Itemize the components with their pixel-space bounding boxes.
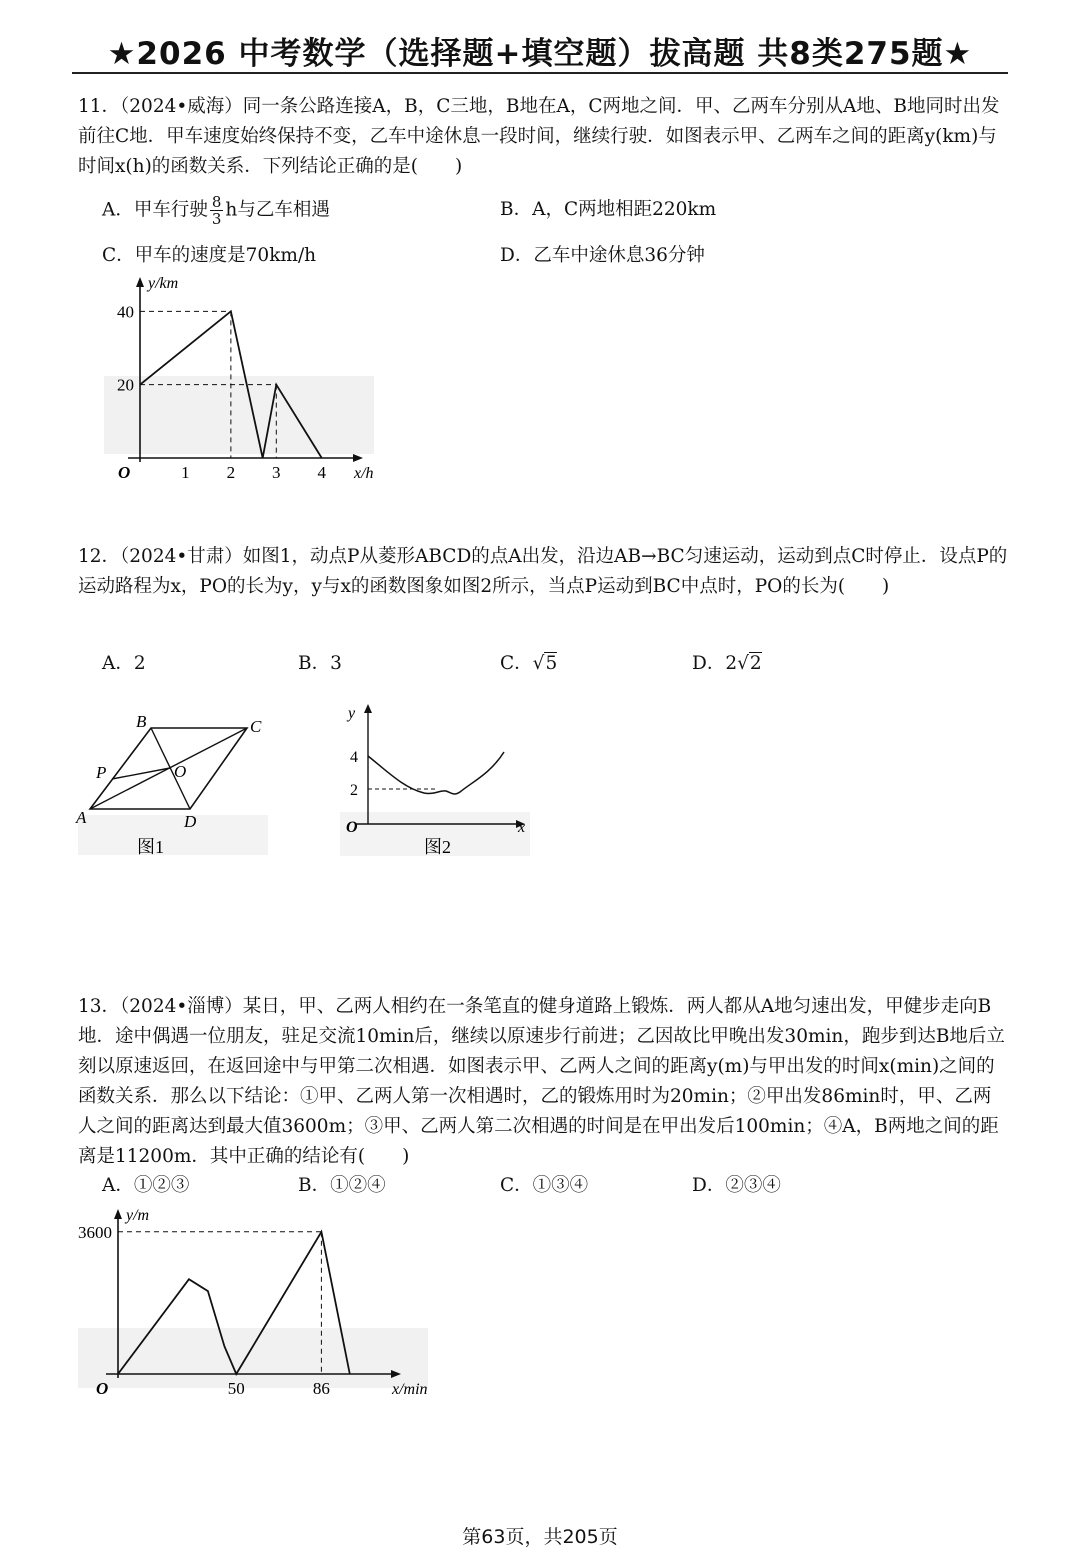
y-tick-label: 20 xyxy=(117,375,134,395)
x-tick-label: 86 xyxy=(312,1379,330,1398)
page-number: 第63页，共205页 xyxy=(462,1526,618,1548)
radicand: 2 xyxy=(749,653,762,674)
q12-option-b[interactable]: B．3 xyxy=(298,653,342,674)
q12-option-d[interactable]: D．2√2 xyxy=(692,653,762,674)
x-axis-arrow xyxy=(353,454,363,462)
x-axis-label: x/min xyxy=(392,1381,428,1398)
q13-option-a[interactable]: A．①②③ xyxy=(102,1175,190,1196)
chart-bg-shade xyxy=(104,376,374,454)
x-axis-label: x xyxy=(518,819,526,836)
q11-option-d[interactable]: D．乙车中途休息36分钟 xyxy=(500,245,705,266)
title-rule xyxy=(72,72,1008,74)
origin-label: O xyxy=(346,819,358,836)
tick-label-y4: 4 xyxy=(350,749,358,766)
label-d: D xyxy=(184,812,197,831)
q12-option-a[interactable]: A．2 xyxy=(102,653,146,674)
y-tick-label: 40 xyxy=(117,302,134,322)
q13-option-b[interactable]: B．①②④ xyxy=(298,1175,386,1196)
x-tick-label: 2 xyxy=(226,463,236,482)
fraction-denominator: 3 xyxy=(211,210,222,228)
y-axis-arrow xyxy=(114,1209,122,1219)
q12-figure-2-graph xyxy=(336,700,536,865)
tick-label-y2: 2 xyxy=(350,782,358,799)
y-axis-arrow xyxy=(364,704,372,713)
label-o: O xyxy=(174,762,187,781)
y-axis-arrow xyxy=(136,277,144,287)
q11-chart xyxy=(96,270,396,490)
po-length-curve xyxy=(368,752,504,794)
label-p: P xyxy=(96,763,107,782)
y-axis-label: y xyxy=(348,705,356,722)
x-tick-label: 50 xyxy=(227,1379,245,1398)
figure-bg-shade xyxy=(78,815,268,855)
q12-option-c-prefix: C． xyxy=(500,653,533,674)
q13-option-c[interactable]: C．①③④ xyxy=(500,1175,589,1196)
q11-option-a-prefix: A．甲车行驶 xyxy=(102,199,208,221)
figure-1-caption: 图1 xyxy=(137,837,164,857)
page-title: ★2026 中考数学（选择题+填空题）拔高题 共8类275题★ xyxy=(107,36,973,72)
figure-2-caption: 图2 xyxy=(424,837,451,857)
x-axis-label: x/h xyxy=(354,465,374,482)
q12-option-d-prefix: D．2 xyxy=(692,653,738,674)
radicand: 5 xyxy=(545,653,558,674)
x-tick-label: 3 xyxy=(272,463,281,482)
x-tick-label: 4 xyxy=(317,463,326,482)
q11-option-b[interactable]: B．A，C两地相距220km xyxy=(500,199,717,220)
question-12-text: 12．（2024•甘肃）如图1，动点P从菱形ABCD的点A出发，沿边AB→BC匀速运动，运动到点C时停止．设点P的运动路程为x，PO的长为y，y与x的函数图象如图2所示，当点P运动到BC中点时，PO的长为( ) xyxy=(78,546,1008,597)
fraction-numerator: 8 xyxy=(211,193,222,211)
q12-option-c[interactable]: C．√5 xyxy=(500,653,558,674)
segment-po xyxy=(112,768,170,779)
y-axis-label: y/m xyxy=(126,1208,150,1224)
q12-figure-1-rhombus xyxy=(74,705,284,865)
label-b: B xyxy=(136,712,147,731)
q11-option-a-suffix: h与乙车相遇 xyxy=(225,199,330,221)
y-tick-label: 3600 xyxy=(78,1222,112,1242)
x-tick-label: 1 xyxy=(181,463,190,482)
question-13-text: 13．（2024•淄博）某日，甲、乙两人相约在一条笔直的健身道路上锻炼．两人都从A地匀速出发，甲健步走向B地．途中偶遇一位朋友，驻足交流10min后，继续以原速步行前进；乙因故比甲晚出发30min，跑步到达B地后立刻以原速返回，在返回途中与甲第二次相遇．如图表示甲、乙两人之间的距离y(m)与甲出发的时间x(min)之间的函数关系．那么以下结论：①甲、乙两人第一次相遇时，乙的锻炼用时为20min；②甲出发86min时，甲、乙两人之间的距离达到最大值3600m；③甲、乙两人第二次相遇的时间是在甲出发后100min；④A，B两地之间的距离是11200m．其中正确的结论有( ) xyxy=(78,996,1005,1167)
q11-option-c[interactable]: C．甲车的速度是70km/h xyxy=(102,245,317,266)
label-a: A xyxy=(76,808,87,827)
origin-label: O xyxy=(96,1379,109,1398)
y-axis-label: y/km xyxy=(148,275,179,292)
origin-label: O xyxy=(118,463,131,482)
q13-option-d[interactable]: D．②③④ xyxy=(692,1175,781,1196)
q11-option-a[interactable] xyxy=(102,194,330,227)
q13-chart xyxy=(74,1208,444,1408)
label-c: C xyxy=(250,717,262,736)
fraction xyxy=(210,194,224,227)
question-11-text: 11．（2024•威海）同一条公路连接A，B，C三地，B地在A，C两地之间．甲、乙两车分别从A地、B地同时出发前往C地．甲车速度始终保持不变，乙车中途休息一段时间，继续行驶．如图表示甲、乙两车之间的距离y(km)与时间x(h)的函数关系．下列结论正确的是( ) xyxy=(78,96,1000,177)
